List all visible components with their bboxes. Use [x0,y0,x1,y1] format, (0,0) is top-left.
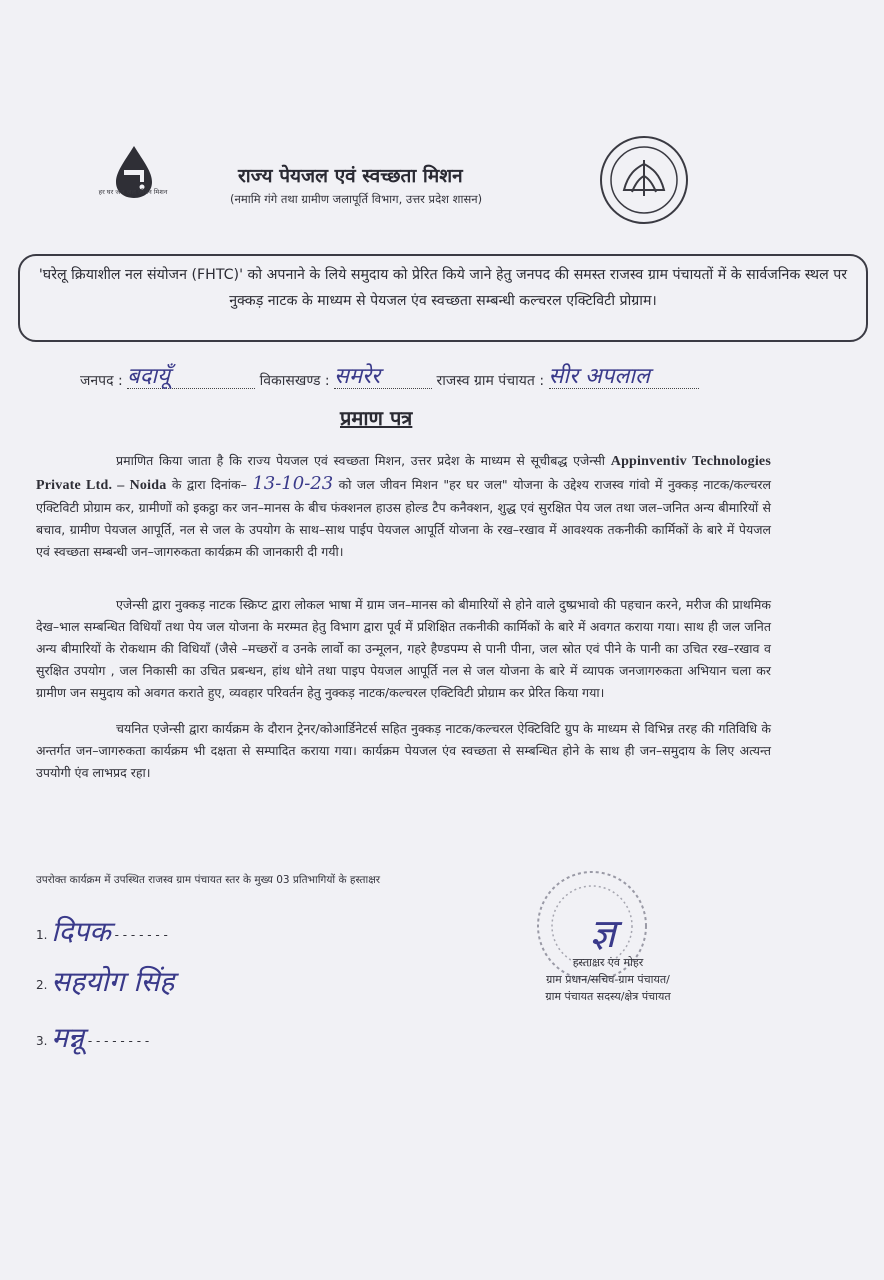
event-date: 13-10-23 [252,473,334,494]
signatory-role-line-1: ग्राम प्रधान/सचिव-ग्राम पंचायत/ [546,973,670,986]
location-fields [80,362,870,393]
up-government-seal-icon [598,134,690,226]
participant-number: 2. [36,978,48,992]
jal-jeevan-mission-logo [100,140,168,220]
participant-signature-1: 1. दिपक - - - - - - - [36,910,168,948]
panchayat-field[interactable] [549,358,699,389]
p1-intro: प्रमाणित किया जाता है कि राज्य पेयजल एवं स्वच्छता मिशन, उत्तर प्रदेश के माध्यम से सूचीबद्ध एजेन्सी [116,453,605,468]
participant-signature-3: 3. मन्नू - - - - - - - - [36,1016,149,1054]
program-description-box: 'घरेलू क्रियाशील नल संयोजन (FHTC)' को अपनाने के लिये समुदाय को प्रेरित किये जाने हेतु जनपद की समस्त राजस्व ग्राम पंचायतों में के सार्वजनिक स्थल पर नुक्कड़ नाटक के माध्यम से पेयजल एंव स्वच्छता सम्बन्धी कल्चरल एक्टिविटी प्रोग्राम। [18,254,868,342]
certificate-paragraph-2: एजेन्सी द्वारा नुक्कड़ नाटक स्क्रिप्ट द्वारा लोकल भाषा में ग्राम जन–मानस को बीमारियों से होने वाले दुष्प्रभावो की पहचान करने, मरीज की प्राथमिक देख–भाल सम्बन्धित विधियाँ तथा पेय जल योजना के मरम्मत हेतु विभाग द्वारा पूर्व में प्रशिक्षित तकनीकी कार्मिकों के बारे में अवगत कराया गया। साथ ही जल जनित अन्य बीमारियों के रोकथाम की विधियाँ (जैसे –मच्छरों व उनके लार्वो का उन्मूलन, गहरे हैण्डपम्प से पानी पीना, जल स्रोत एवं पीने के पानी का उचित रख–रखाव व सुरक्षित उपयोग , जल निकासी का उचित प्रबन्धन, हांथ धोने तथा पाइप पेयजल आपूर्ति नल से जल योजना के बारे में व्यापक जनजागरुकता अभियान चला कर ग्रामीण जन समुदाय को अवगत कराते हुए, व्यवहार परिवर्तन हेतु नुक्कड़ नाटक/कल्चरल एक्टिविटी प्रोग्राम कर प्रेरित किया गया। [36,597,771,700]
pradhan-signature: ज्ञ [590,911,616,957]
block-label: विकासखण्ड : [259,373,330,389]
participant-number: 1. [36,928,48,942]
participant-signature: सहयोग सिंह [51,965,175,998]
certificate-paragraph-1 [36,450,771,563]
signatory-role-line-2: ग्राम पंचायत सदस्य/क्षेत्र पंचायत [545,990,671,1003]
participant-signature: दिपक [51,915,111,948]
page-title: राज्य पेयजल एवं स्वच्छता मिशन [238,165,463,187]
p1-date-label: के द्वारा दिनांक– [171,477,247,492]
page-subtitle: (नमामि गंगे तथा ग्रामीण जलापूर्ति विभाग, उत्तर प्रदेश शासन) [230,192,483,206]
certificate-paragraph-3: चयनित एजेन्सी द्वारा कार्यक्रम के दौरान ट्रेनर/कोआर्डिनेटर्स सहित नुक्कड़ नाटक/कल्चरल ऐक्टिविटि ग्रुप के माध्यम से विभिन्न तरह की गतिविधि के अन्तर्गत जन–जागरुकता कार्यक्रम भी दक्षता से सम्पादित कराया गया। कार्यक्रम पेयजल एंव स्वच्छता से सम्बन्धित होने के साथ ही जन–समुदाय के लिए अत्यन्त उपयोगी एंव लाभप्रद रहा। [36,721,771,780]
participants-signature-intro: उपरोक्त कार्यक्रम में उपस्थित राजस्व ग्राम पंचायत स्तर के मुख्य 03 प्रतिभागियों के हस्ताक्षर [36,874,381,886]
participant-number: 3. [36,1034,48,1048]
participant-signature: मन्नू [51,1021,84,1054]
district-label: जनपद : [80,373,123,389]
panchayat-value: सीर अपलाल [548,364,650,389]
district-field[interactable] [127,358,255,389]
agency-name: Appinventiv Technologies Private Ltd. – Noida [36,454,771,493]
signature-and-seal-label: हस्ताक्षर एंव मोहर [572,956,644,969]
certificate-title: प्रमाण पत्र [340,406,413,430]
participant-signature-2 [36,960,174,998]
p1-body: को जल जीवन मिशन "हर घर जल" योजना के उद्देश्य राजस्व गांवो में नुक्कड़ नाटक/कल्चरल एक्टिविटी प्रोग्राम कर, ग्रामीणों को इकट्ठा कर जन–मानस के बीच फंक्शनल हाउस होल्ड टैप कनैक्शन, शुद्ध एवं सुरक्षित पेय जल तथा जल–जनित अन्य बीमारियों से बचाव, ग्रामीण पेयजल आपूर्ति, नल से जल के उपयोग के साथ–साथ पाईप पेयजल आपूर्ति योजना के रख–रखाव में आवश्यक तकनीकी कार्मिकों के बारे में पेयजल एवं स्वच्छता सम्बन्धी जन–जागरुकता कार्यक्रम की जानकारी दी गयी। [36,477,771,559]
district-value: बदायूँ [127,364,170,389]
logo-caption: हर घर जल जल जीवन मिशन [98,188,168,196]
block-value: समरेर [334,364,381,389]
panchayat-label: राजस्व ग्राम पंचायत : [436,373,545,389]
block-field[interactable] [334,358,432,389]
signatory-caption [498,954,718,1005]
